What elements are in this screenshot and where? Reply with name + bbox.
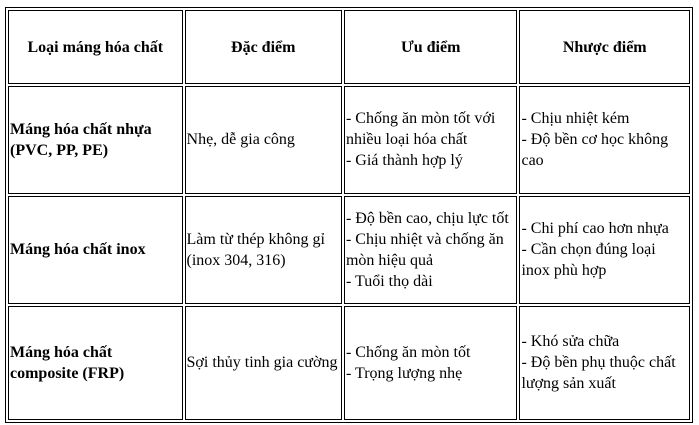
disadvantage-item: - Chịu nhiệt kém bbox=[521, 110, 630, 128]
cell-advantages bbox=[344, 196, 518, 304]
cell-features: Sợi thủy tinh gia cường bbox=[185, 306, 342, 420]
advantage-item: - Độ bền cao, chịu lực tốt bbox=[345, 209, 509, 227]
table-row bbox=[8, 86, 690, 194]
advantage-item: - Chịu nhiệt và chống ăn mòn hiệu quả bbox=[345, 230, 504, 269]
cell-disadvantages bbox=[519, 306, 690, 420]
disadvantage-item: - Chi phí cao hơn nhựa bbox=[521, 220, 669, 238]
advantage-item: - Chống ăn mòn tốt với nhiều loại hóa chất bbox=[345, 110, 496, 149]
disadvantage-item: - Cần chọn đúng loại inox phù hợp bbox=[521, 241, 656, 280]
cell-type: Máng hóa chất composite (FRP) bbox=[8, 306, 183, 420]
advantage-item: - Giá thành hợp lý bbox=[345, 152, 463, 170]
header-disadvantages: Nhược điểm bbox=[519, 10, 690, 84]
header-type: Loại máng hóa chất bbox=[8, 10, 183, 84]
disadvantage-item: - Độ bền cơ học không cao bbox=[521, 131, 669, 170]
table-row bbox=[8, 306, 690, 420]
cell-disadvantages bbox=[519, 196, 690, 304]
advantage-item: - Tuổi thọ dài bbox=[345, 272, 433, 290]
header-features: Đặc điểm bbox=[185, 10, 342, 84]
cell-advantages bbox=[344, 86, 518, 194]
cell-type: Máng hóa chất inox bbox=[8, 196, 183, 304]
header-row bbox=[8, 10, 690, 84]
cell-disadvantages bbox=[519, 86, 690, 194]
cell-features: Nhẹ, dễ gia công bbox=[185, 86, 342, 194]
advantage-item: - Chống ăn mòn tốt bbox=[345, 343, 471, 361]
cell-advantages bbox=[344, 306, 518, 420]
disadvantage-item: - Khó sửa chữa bbox=[521, 333, 620, 351]
table-wrapper bbox=[5, 7, 693, 423]
cell-type: Máng hóa chất nhựa (PVC, PP, PE) bbox=[8, 86, 183, 194]
table-row bbox=[8, 196, 690, 304]
advantage-item: - Trọng lượng nhẹ bbox=[345, 364, 463, 382]
header-advantages: Ưu điểm bbox=[344, 10, 518, 84]
chemical-trough-comparison-table bbox=[5, 7, 693, 423]
cell-features: Làm từ thép không gỉ (inox 304, 316) bbox=[185, 196, 342, 304]
disadvantage-item: - Độ bền phụ thuộc chất lượng sản xuất bbox=[521, 354, 676, 393]
